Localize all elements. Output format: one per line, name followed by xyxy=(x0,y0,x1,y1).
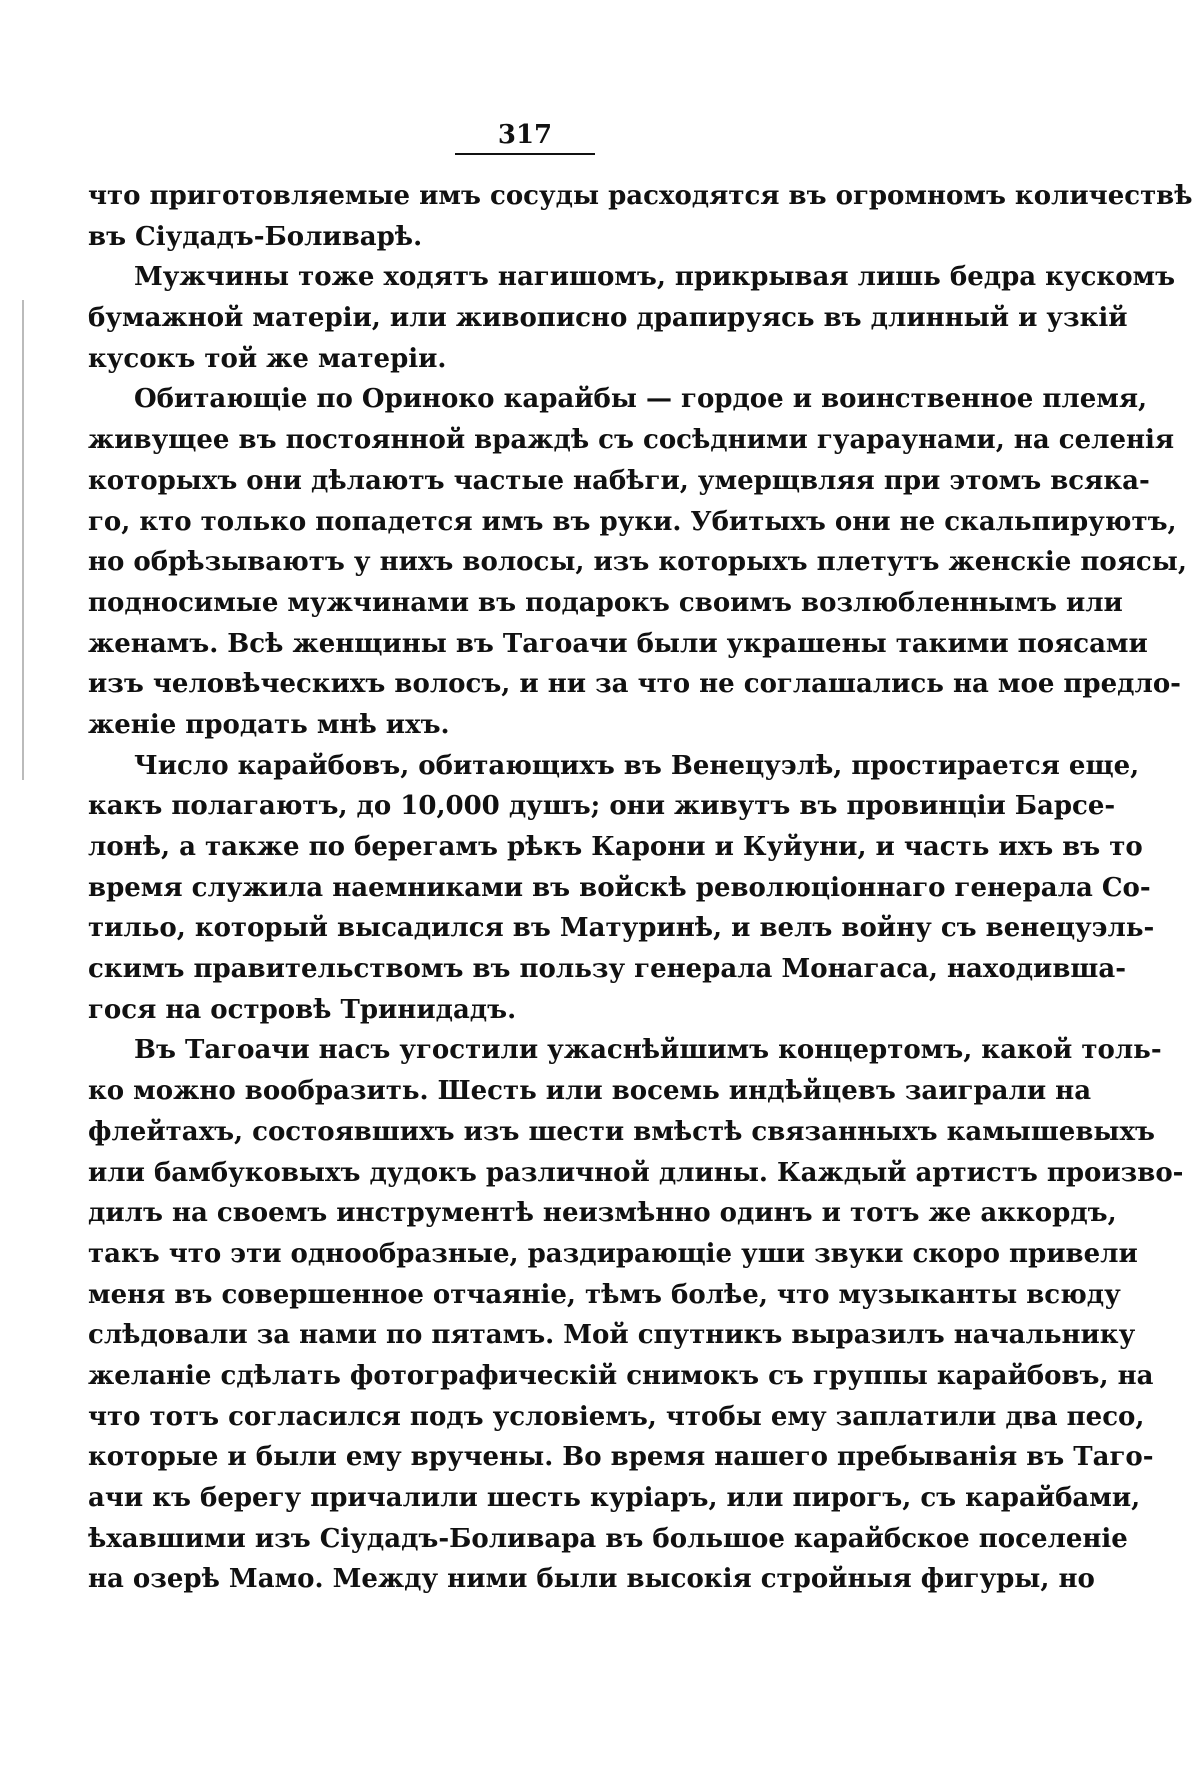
text-line: которыхъ они дѣлаютъ частые набѣги, умерщвляя при этомъ всяка- xyxy=(88,465,1150,496)
text-line: что тотъ согласился подъ условіемъ, чтобы ему заплатили два песо, xyxy=(88,1401,1145,1432)
text-line: скимъ правительствомъ въ пользу генерала Монагаса, находивша- xyxy=(88,954,1126,985)
text-line: или бамбуковыхъ дудокъ различной длины. Каждый артистъ произво- xyxy=(88,1157,1184,1188)
text-line: Въ Тагоачи насъ угостили ужаснѣйшимъ концертомъ, какой толь- xyxy=(134,1035,1162,1066)
margin-rule xyxy=(22,300,24,780)
text-line: ко можно вообразить. Шесть или восемь индѣйцевъ заиграли на xyxy=(88,1076,1092,1107)
text-line: флейтахъ, состоявшихъ изъ шести вмѣстѣ связанныхъ камышевыхъ xyxy=(88,1116,1155,1147)
text-line: слѣдовали за нами по пятамъ. Мой спутникъ выразилъ начальнику xyxy=(88,1320,1136,1351)
text-line: Мужчины тоже ходятъ нагишомъ, прикрывая лишь бедра кускомъ xyxy=(134,262,1176,293)
text-line: тильо, который высадился въ Матуринѣ, и велъ войну съ венецуэль- xyxy=(88,913,1155,944)
text-line: женіе продать мнѣ ихъ. xyxy=(88,709,450,740)
text-line: бумажной матеріи, или живописно драпируясь въ длинный и узкій xyxy=(88,303,1128,334)
text-line: меня въ совершенное отчаяніе, тѣмъ болѣе, что музыканты всюду xyxy=(88,1279,1121,1310)
text-line: го, кто только попадется имъ въ руки. Убитыхъ они не скальпируютъ, xyxy=(88,506,1177,537)
text-line: лонѣ, а также по берегамъ рѣкъ Карони и Куйуни, и часть ихъ въ то xyxy=(88,832,1143,862)
text-line: гося на островѣ Тринидадъ. xyxy=(88,994,517,1025)
text-line: Обитающіе по Ориноко карайбы — гордое и воинственное племя, xyxy=(134,384,1148,415)
page-number: 317 xyxy=(497,120,553,150)
text-line: желаніе сдѣлать фотографическій снимокъ съ группы карайбовъ, на xyxy=(88,1360,1154,1391)
page-number-rule xyxy=(455,153,595,155)
text-line: которые и были ему вручены. Во время нашего пребыванія въ Таго- xyxy=(88,1442,1154,1473)
text-line: ачи къ берегу причалили шесть куріаръ, или пирогъ, съ карайбами, xyxy=(88,1483,1141,1513)
text-line: дилъ на своемъ инструментѣ неизмѣнно одинъ и тотъ же аккордъ, xyxy=(88,1198,1117,1229)
text-line: подносимые мужчинами въ подарокъ своимъ возлюбленнымъ или xyxy=(88,587,1123,618)
text-line: на озерѣ Мамо. Между ними были высокія стройныя фигуры, но xyxy=(88,1564,1095,1595)
text-line: но обрѣзываютъ у нихъ волосы, изъ которыхъ плетутъ женскіе поясы, xyxy=(88,547,1187,578)
text-line: время служила наемниками въ войскѣ революціоннаго генерала Со- xyxy=(88,872,1151,903)
text-line: живущее въ постоянной враждѣ съ сосѣдними гуараунами, на селенія xyxy=(88,425,1175,456)
text-line: изъ человѣческихъ волосъ, и ни за что не соглашались на мое предло- xyxy=(88,669,1181,700)
text-line: такъ что эти однообразные, раздирающіе уши звуки скоро привели xyxy=(88,1238,1138,1269)
text-line: какъ полагаютъ, до 10,000 душъ; они живутъ въ провинціи Барсе- xyxy=(88,791,1116,822)
text-line: въ Сіудадъ-Боливарѣ. xyxy=(88,221,423,252)
text-line: Число карайбовъ, обитающихъ въ Венецуэлѣ, простирается еще, xyxy=(134,750,1140,781)
text-line: кусокъ той же матеріи. xyxy=(88,343,447,374)
text-line: ѣхавшими изъ Сіудадъ-Боливара въ большое карайбское поселеніе xyxy=(88,1523,1128,1554)
text-line: женамъ. Всѣ женщины въ Тагоачи были украшены такими поясами xyxy=(88,628,1148,659)
text-line: что приготовляемые имъ сосуды расходятся въ огромномъ количествѣ xyxy=(88,181,1193,211)
body-text xyxy=(88,176,1193,1600)
